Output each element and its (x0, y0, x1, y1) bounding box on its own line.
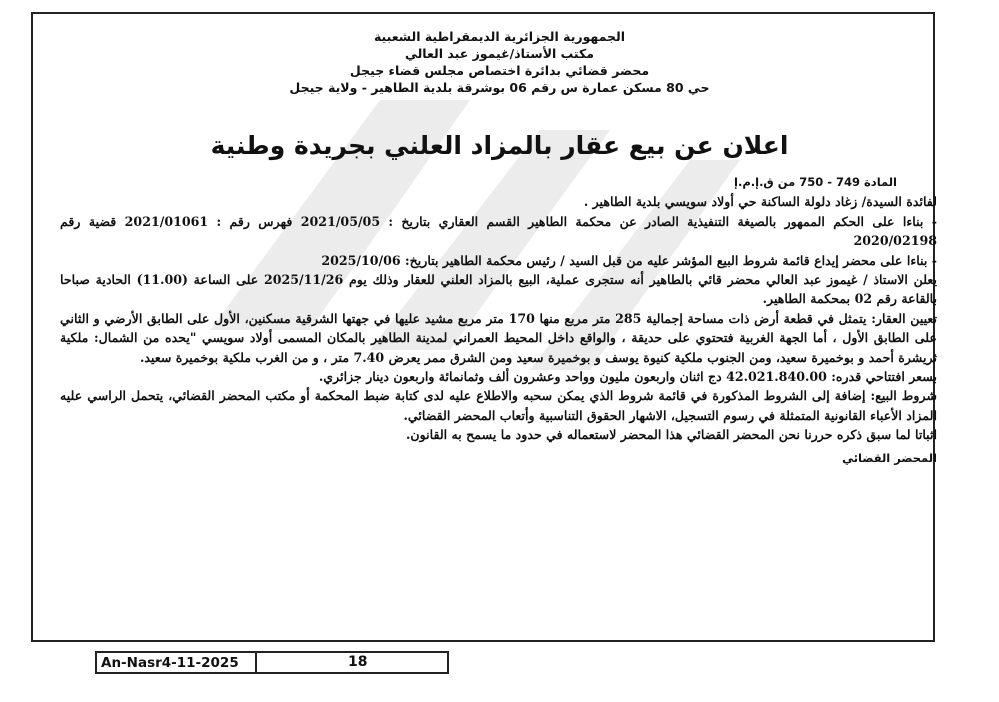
footer-divider (255, 653, 257, 672)
page-number: 18 (348, 654, 368, 670)
issuer-header (60, 28, 939, 96)
conditions-deposit-paragraph: - بناءا على محضر إيداع قائمة شروط البيع المؤشر عليه من قبل السيد / رئيس محكمة الطاهير بتاريخ: 2025/10/06 (321, 252, 937, 268)
legal-article-reference: المادة 749 - 750 من ق.إ.م.إ (734, 175, 897, 189)
beneficiary-paragraph: لفائدة السيدة/ زغاد دلولة الساكنة حي أولاد سويسي بلدية الطاهير . (583, 194, 937, 210)
auction-date-paragraph: يعلن الاستاذ / غيموز عبد العالي محضر قائي بالطاهير أنه ستجرى عملية، البيع بالمزاد العلني للعقار وذلك يوم 2025/11/26 على الساعة (11.00) الحادية صباحا بالقاعة رقم 02 بمحكمة الطاهير. (60, 272, 937, 307)
sale-conditions-paragraph: شروط البيع: إضافة إلى الشروط المذكورة في قائمة شروط الذي يمكن سحبه والاطلاع عليه لدى كتابة ضبط المحكمة أو مكتب المحضر القضائي، يتحمل الراسي عليه المزاد الأعباء القانونية المتمثلة في رسوم التسجيل، الاشهار الحقوق التناسبية وأتعاب المحضر القضائي. (60, 388, 937, 423)
announcement-title: اعلان عن بيع عقار بالمزاد العلني بجريدة وطنية (210, 131, 789, 160)
signature: المحضر القضائي (842, 450, 937, 465)
announcement-body (60, 173, 937, 468)
judgment-paragraph: - بناءا على الحكم الممهور بالصيغة التنفيذية الصادر عن محكمة الطاهير القسم العقاري بتاريخ : 2021/05/05 فهرس رقم : 2021/01061 قضية رقم 2020/02198 (60, 213, 937, 249)
header-address: حي 80 مسكن عمارة س رقم 06 بوشرقة بلدية الطاهير - ولاية جيجل (289, 80, 710, 95)
closing-statement-paragraph: اثباتا لما سبق ذكره حررنا نحن المحضر القضائي هذا المحضر لاستعماله في حدود ما يسمح به القانون. (405, 427, 937, 443)
publication-footer (95, 651, 449, 674)
property-description-paragraph: تعيين العقار: يتمثل في قطعة أرض ذات مساحة إجمالية 285 متر مربع منها 170 متر مربع مشيد عليها في جهتها الشرقية مسكنين، الأول على الطابق الأرضي و الثاني على الطابق الأول ، أما الجهة الغربية فتحتوي على حديقة ، والواقع داخل المحيط العمراني لمدينة الطاهير بالمكان المسمى أولاد سويسي "يحده من الشمال: ملكية ثريشرة أحمد و بوخميرة سعيد، ومن الجنوب ملكية كنيوة يوسف و بوخميرة سعيد ومن الشرق ممر يعرض 7.40 متر ، و من الغرب ملكية بوخميرة سعيد. (60, 310, 938, 365)
opening-price-paragraph: بسعر افتتاحي قدره: 42.021.840.00 دج اثنان واربعون مليون وواحد وعشرون ألف وثمانمائة واربعون دينار جزائري. (318, 369, 937, 385)
header-republic: الجمهورية الجزائرية الديمقراطية الشعبية (373, 29, 626, 44)
publication-date: An-Nasr4-11-2025 (101, 655, 239, 671)
header-office: مكتب الأستاذ/غيموز عبد العالي (404, 46, 595, 61)
header-jurisdiction: محضر قضائي بدائرة اختصاص مجلس قضاء جيجل (349, 63, 650, 78)
